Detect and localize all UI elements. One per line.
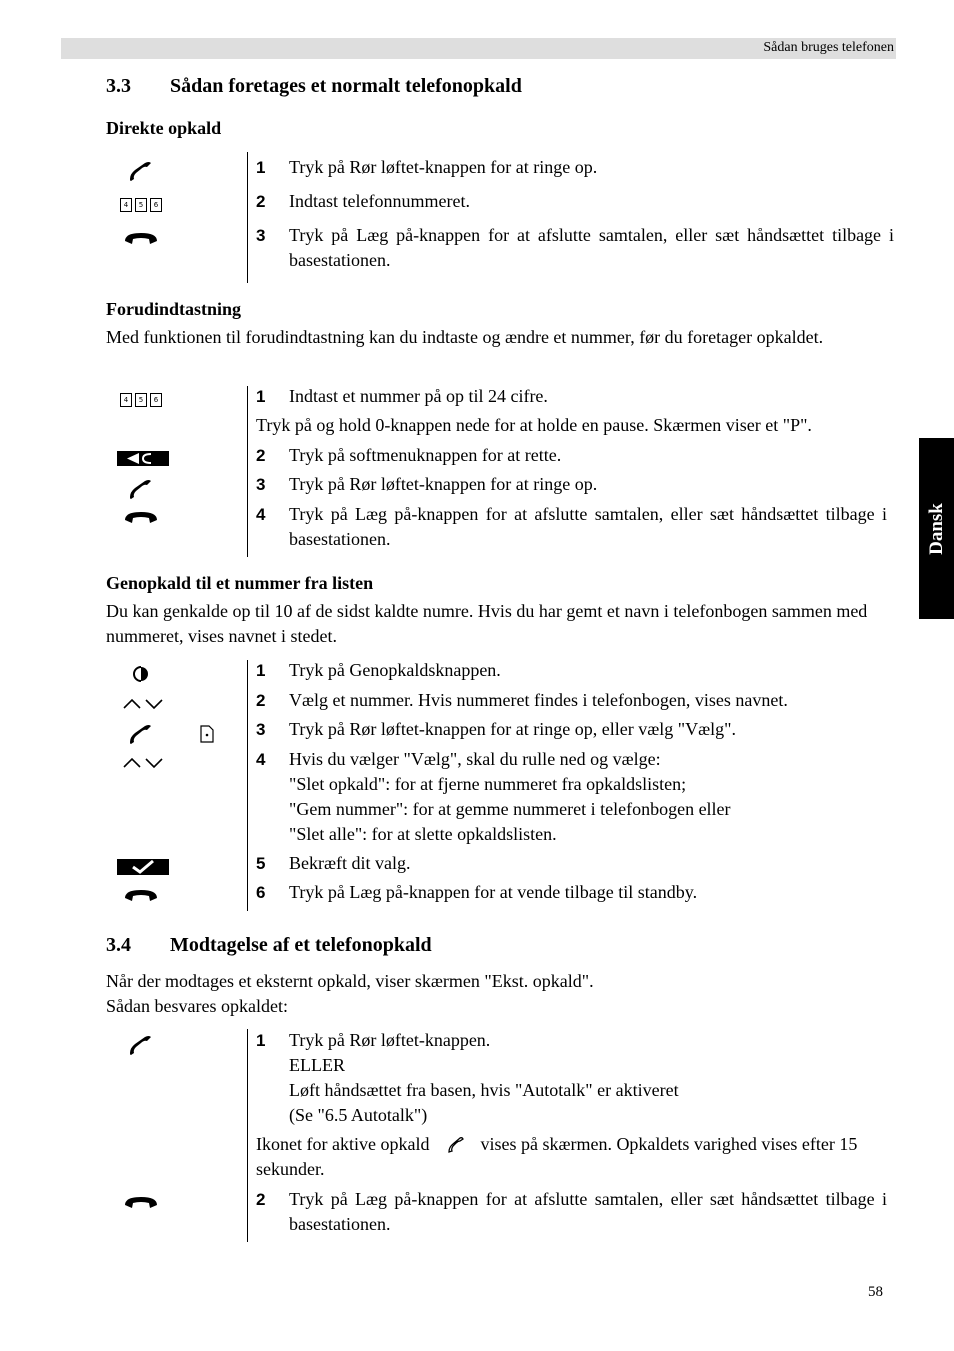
redial-intro: Du kan genkalde op til 10 af de sidst kaldte numre. Hvis du har gemt et navn i telefonbogen sammen med nummeret, vises navnet i stedet. [106, 601, 868, 646]
predial-intro: Med funktionen til forudindtastning kan du indtaste og ændre et nummer, før du foretager opkaldet. [106, 327, 824, 347]
section-heading-3-4 [106, 934, 432, 957]
subheading-direct-call: Direkte opkald [106, 118, 222, 138]
direct-step-1: 1 Tryk på Rør løftet-knappen for at ringe op. [256, 157, 598, 177]
on-hook-icon [123, 229, 159, 247]
column-divider [247, 1029, 248, 1242]
keypad-icon: 4 5 6 [120, 198, 162, 212]
column-divider [247, 660, 248, 911]
column-divider [247, 386, 248, 557]
active-call-note: Ikonet for aktive opkald vises på skærmen. Opkaldets varighed vises efter 15 sekunder. [256, 1134, 858, 1179]
confirm-check-icon [117, 859, 169, 875]
off-hook-icon [127, 1034, 155, 1056]
receive-intro: Når der modtages et eksternt opkald, viser skærmen "Ekst. opkald". Sådan besvares opkaldet: [106, 971, 594, 1016]
predial-pause-note: Tryk på og hold 0-knappen nede for at holde en pause. Skærmen viser et "P". [256, 415, 812, 435]
redial-step-2: 2 Vælg et nummer. Hvis nummeret findes i telefonbogen, vises navnet. [256, 690, 788, 710]
column-divider [247, 152, 248, 283]
language-tab-label: Dansk [925, 502, 947, 555]
predial-step-4: 4 Tryk på Læg på-knappen for at afslutte samtalen, eller sæt håndsættet tilbage i basestationen. [256, 504, 887, 549]
section-number: 3.3 [106, 75, 131, 97]
menu-softkey-icon [199, 725, 215, 743]
on-hook-icon [123, 508, 159, 526]
subheading-redial: Genopkald til et nummer fra listen [106, 573, 374, 593]
off-hook-icon [127, 160, 155, 182]
predial-step-2: 2 Tryk på softmenuknappen for at rette. [256, 445, 562, 465]
receive-step-2: 2 Tryk på Læg på-knappen for at afslutte samtalen, eller sæt håndsættet tilbage i basestationen. [256, 1189, 887, 1234]
on-hook-icon [123, 1193, 159, 1211]
redial-step-1: 1 Tryk på Genopkaldsknappen. [256, 660, 501, 680]
scroll-up-down-icon [122, 695, 166, 711]
active-call-icon [446, 1135, 466, 1155]
running-header [61, 38, 896, 59]
receive-step-1: 1 Tryk på Rør løftet-knappen. ELLER Løft håndsættet fra basen, hvis "Autotalk" er aktiveret (Se "6.5 Autotalk") [256, 1030, 679, 1125]
section-number: 3.4 [106, 934, 131, 956]
section-title: Sådan foretages et normalt telefonopkald [170, 75, 522, 97]
section-heading-3-3 [106, 75, 522, 98]
on-hook-icon [123, 886, 159, 904]
scroll-up-down-icon [122, 754, 166, 770]
direct-step-2: 2 Indtast telefonnummeret. [256, 191, 470, 211]
keypad-icon: 4 5 6 [120, 393, 162, 407]
off-hook-icon [127, 723, 155, 745]
redial-step-3: 3 Tryk på Rør løftet-knappen for at ringe op, eller vælg "Vælg". [256, 719, 736, 739]
redial-step-5: 5 Bekræft dit valg. [256, 853, 411, 873]
off-hook-icon [127, 478, 155, 500]
section-title: Modtagelse af et telefonopkald [170, 934, 432, 956]
softkey-clear-icon [117, 451, 169, 466]
page-number: 58 [868, 1284, 883, 1300]
direct-step-3: 3 Tryk på Læg på-knappen for at afslutte samtalen, eller sæt håndsættet tilbage i basestationen. [256, 225, 894, 270]
subheading-predial: Forudindtastning [106, 299, 242, 319]
predial-step-1: 1 Indtast et nummer på op til 24 cifre. [256, 386, 548, 406]
running-header-title: Sådan bruges telefonen [763, 40, 894, 55]
redial-icon [130, 665, 152, 683]
redial-step-6: 6 Tryk på Læg på-knappen for at vende tilbage til standby. [256, 882, 698, 902]
redial-step-4: 4 Hvis du vælger "Vælg", skal du rulle ned og vælge: "Slet opkald": for at fjerne nummeret fra opkaldslisten; "Gem nummer": for at gemme nummeret i telefonbogen eller "Slet alle": for at slette opkaldslisten. [256, 749, 731, 844]
language-tab [919, 438, 954, 619]
predial-step-3: 3 Tryk på Rør løftet-knappen for at ringe op. [256, 474, 598, 494]
